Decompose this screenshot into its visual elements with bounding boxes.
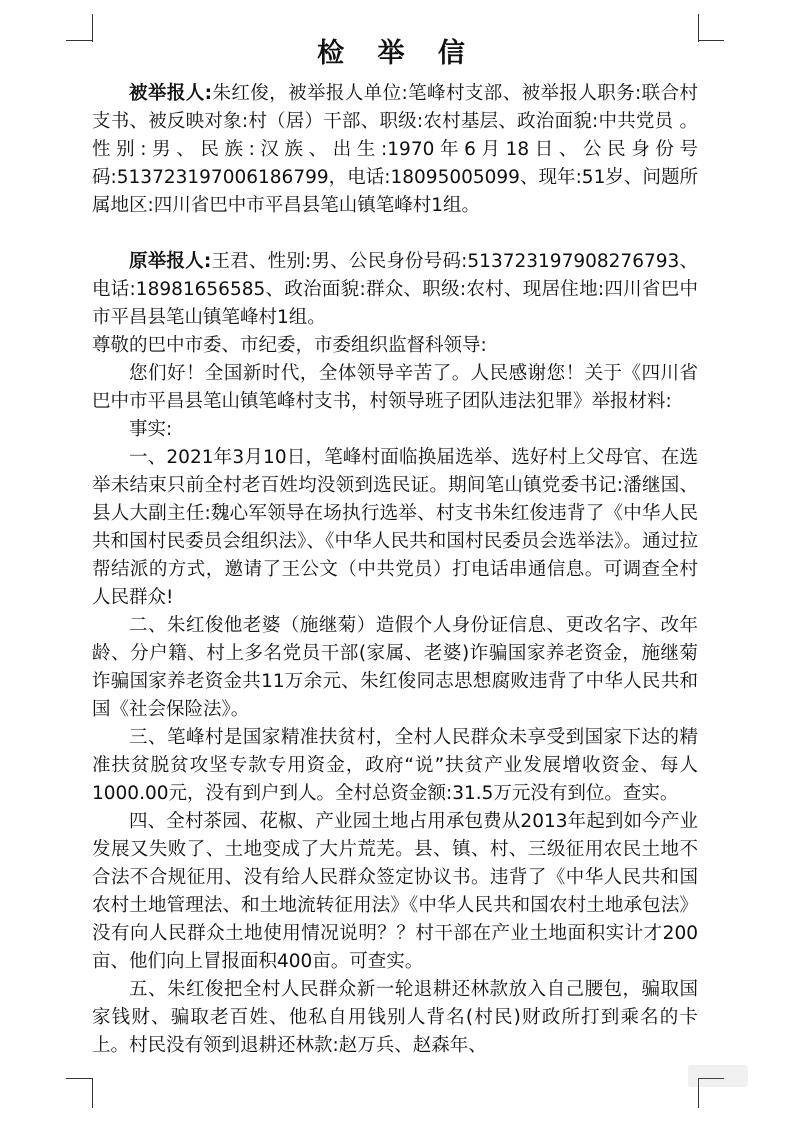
reporter-info-paragraph bbox=[92, 248, 698, 332]
fact-5-paragraph: 五、朱红俊把全村人民群众新一轮退耕还林款放入自己腰包，骗取国家钱财、骗取老百姓、他私自用钱别人背名(村民)财政所打到乘名的卡上。村民没有领到退耕还林款:赵万兵、赵森年、 bbox=[92, 979, 698, 1056]
fact-4-paragraph: 四、全村茶园、花椒、产业园土地占用承包费从2013年起到如今产业发展又失败了、土地变成了大片荒芜。县、镇、村、三级征用农民土地不合法不合规征用、没有给人民群众签定协议书。违背了《中华人民共和国农村土地管理法、和土地流转征用法》《中华人民共和国农村土地承包法》没有向人民群众土地使用情况说明？？村干部在产业土地面积实计才200亩、他们向上冒报面积400亩。可查实。 bbox=[92, 811, 698, 972]
fact-1-paragraph: 一、2021年3月10日，笔峰村面临换届选举、选好村上父母官、在选举未结束只前全村老百姓均没领到选民证。期间笔山镇党委书记:潘继国、县人大副主任:魏心军领导在场执行选举、村支书朱红俊违背了《中华人民共和国村民委员会组织法》、《中华人民共和国村民委员会选举法》。通过拉帮结派的方式，邀请了王公文（中共党员）打电话串通信息。可调查全村人民群众! bbox=[92, 447, 698, 608]
accused-label: 被举报人: bbox=[129, 83, 213, 104]
page-title: 检 举 信 bbox=[317, 38, 477, 69]
crop-mark-bottom-left-h bbox=[66, 1078, 92, 1079]
greeting-paragraph: 您们好！全国新时代，全体领导辛苦了。人民感谢您！关于《四川省巴中市平昌县笔山镇笔峰村支书，村领导班子团队违法犯罪》举报材料: bbox=[92, 363, 698, 412]
fact-3-paragraph: 三、笔峰村是国家精准扶贫村，全村人民群众未享受到国家下达的精准扶贫脱贫攻坚专款专用资金，政府“说”扶贫产业发展增收资金、每人1000.00元，没有到户到人。全村总资金额:31.5万元没有到位。查实。 bbox=[92, 727, 698, 804]
facts-heading: 事实: bbox=[129, 419, 173, 440]
reporter-label: 原举报人: bbox=[129, 251, 212, 272]
salutation: 尊敬的巴中市委、市纪委，市委组织监督科领导: bbox=[92, 335, 487, 356]
crop-mark-bottom-left-v bbox=[92, 1078, 93, 1108]
document-body bbox=[92, 80, 698, 1060]
fact-2-paragraph: 二、朱红俊他老婆（施继菊）造假个人身份证信息、更改名字、改年龄、分户籍、村上多名党员干部(家属、老婆)诈骗国家养老资金，施继菊诈骗国家养老资金共11万余元、朱红俊同志思想腐败违背了中华人民共和国《社会保险法》。 bbox=[92, 615, 698, 720]
accused-info-text: 朱红俊，被举报人单位:笔峰村支部、被举报人职务:联合村支书、被反映对象:村（居）干部、职级:农村基层、政治面貌:中共党员 。性别:男、民族:汉族、出生:1970年6月18日、公民身份号码:513723197006186799，电话:18095005099、现年:51岁、问题所属地区:四川省巴中市平昌县笔山镇笔峰村1组。 bbox=[92, 83, 698, 216]
watermark-logo bbox=[688, 1065, 748, 1087]
accused-info-paragraph bbox=[92, 80, 698, 220]
reporter-info-text: 王君、性别:男、公民身份号码:513723197908276793、电话:18981656585、政治面貌:群众、职级:农村、现居住地:四川省巴中市平昌县笔山镇笔峰村1组。 bbox=[92, 251, 698, 328]
